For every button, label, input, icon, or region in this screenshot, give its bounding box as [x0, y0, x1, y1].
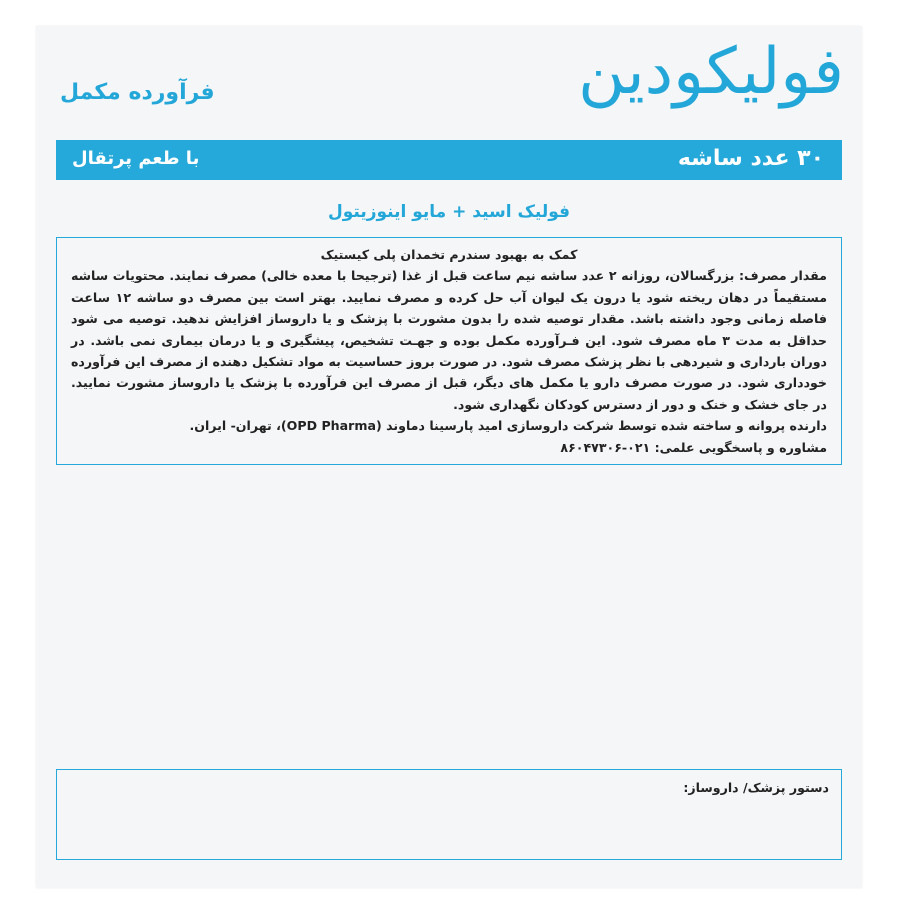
product-type: فرآورده مکمل [60, 80, 215, 105]
contact-text: مشاوره و پاسخگویی علمی: ۰۲۱-۸۶۰۴۷۳۰۶ [560, 439, 827, 455]
usage-text: مقدار مصرف: بزرگسالان، روزانه ۲ عدد ساشه نیم ساعت قبل از غذا (ترجیحا با معده خالی) مصرف نمایند. محتویات ساشه مستقیماً در دهان ریخته شود یا درون یک لیوان آب حل کرده و مصرف نمایید. بهتر است بین مصرف دو ساشه ۱۲ ساعت فاصله زمانی وجود داشته باشد. مقدار توصیه شده را بدون مشورت با پزشک و یا داروساز افزایش ندهید. توصیه می شود حداقل به مدت ۳ ماه مصرف شود. این فـرآورده مکمل بوده و جهـت تشخیص، پیشگیری و یا درمان بیماری نمی باشد. در دوران بارداری و شیردهی با نظر پزشک مصرف شود. در صورت بروز حساسیت به مواد تشکیل دهنده از مصرف این فرآورده خودداری شود. در صورت مصرف دارو یا مکمل های دیگر، قبل از مصرف این فرآورده با پزشک یا داروساز مشورت نمایید. در جای خشک و خنک و دور از دسترس کودکان نگهداری شود. [71, 268, 827, 412]
info-heading: کمک به بهبود سندرم تخمدان پلی کیستیک [320, 247, 578, 262]
flavor-label: با طعم پرتقال [72, 148, 200, 169]
info-banner [56, 140, 842, 180]
ingredients-line: فولیک اسید + مایو اینوزیتول [327, 202, 571, 222]
sachet-count: ۳۰ عدد ساشه [677, 146, 824, 171]
prescription-box [56, 769, 842, 860]
manufacturer-text: دارنده پروانه و ساخته شده توسط شرکت داروسازی امید پارسینا دماوند (OPD Pharma)، تهران- ایران. [189, 418, 827, 434]
info-box [56, 237, 842, 465]
brand-name: فولیکودین [578, 35, 844, 109]
prescription-label: دستور پزشک/ داروساز: [683, 780, 829, 795]
